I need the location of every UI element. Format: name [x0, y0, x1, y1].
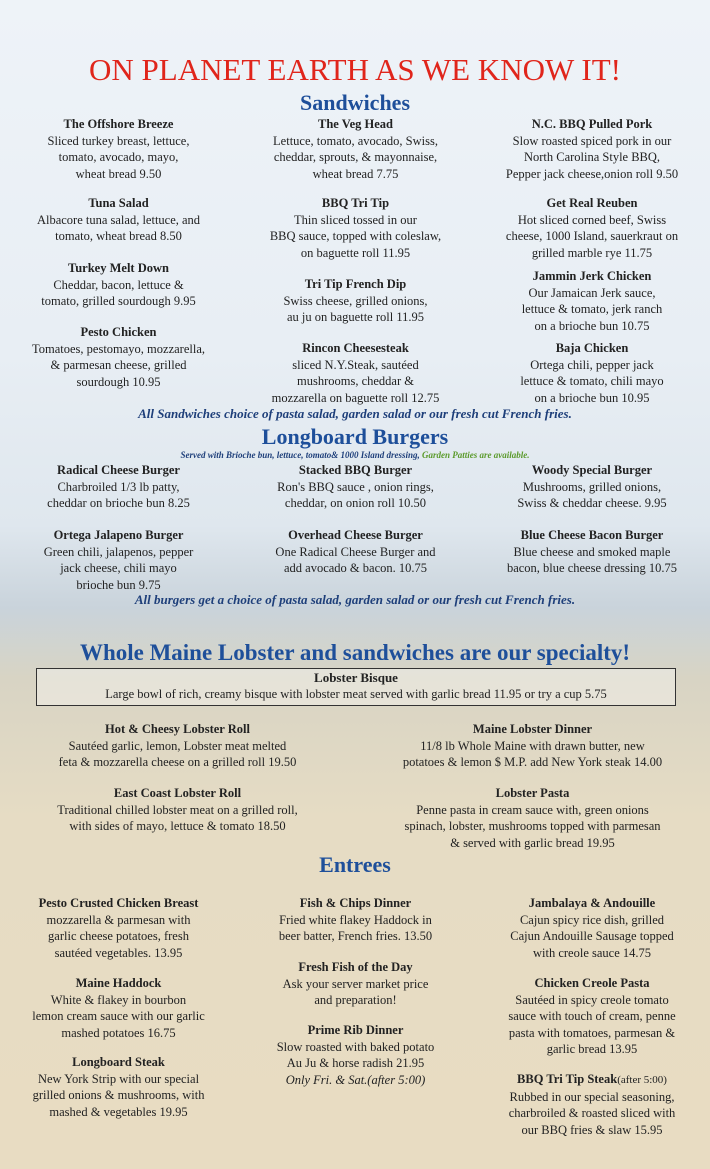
item-name: Turkey Melt Down [68, 261, 169, 275]
item-desc: Charbroiled 1/3 lb patty, [57, 479, 180, 494]
item-desc: mashed potatoes 16.75 [61, 1025, 176, 1040]
item-desc: mozzarella & parmesan with [46, 912, 191, 927]
item-desc: au ju on baguette roll 11.95 [286, 310, 424, 324]
item-desc: 11/8 lb Whole Maine with drawn butter, new [420, 738, 645, 753]
item-name: Ortega Jalapeno Burger [53, 528, 184, 542]
menu-item [0, 324, 237, 390]
menu-item [0, 721, 355, 771]
item-desc: with creole sauce 14.75 [532, 945, 651, 960]
item-desc: on a brioche bun 10.95 [534, 390, 650, 405]
item-desc: Albacore tuna salad, lettuce, and [36, 212, 201, 227]
item-desc: wheat bread 7.75 [312, 166, 399, 181]
menu-item [474, 195, 710, 261]
item-desc: Slow roasted spiced pork in our [512, 133, 672, 148]
item-desc: wheat bread 9.50 [75, 166, 162, 181]
item-name: Overhead Cheese Burger [288, 528, 423, 542]
item-desc: Ortega chili, pepper jack [530, 357, 654, 372]
menu-item [474, 462, 710, 512]
menu-item [0, 116, 237, 182]
item-desc: bacon, blue cheese dressing 10.75 [506, 561, 678, 575]
item-desc: Sautéed garlic, lemon, Lobster meat melted [68, 738, 287, 753]
item-desc: cheddar, sprouts, & mayonnaise, [273, 150, 438, 164]
item-desc: lettuce & tomato, chili mayo [520, 374, 664, 388]
item-desc: Hot sliced corned beef, Swiss [517, 212, 667, 227]
item-desc: Traditional chilled lobster meat on a grilled roll, [57, 802, 298, 817]
item-name: East Coast Lobster Roll [113, 786, 242, 800]
item-desc: Sliced turkey breast, lettuce, [47, 133, 190, 148]
menu-item [237, 462, 474, 512]
item-desc: Pepper jack cheese,onion roll 9.50 [505, 166, 679, 181]
item-desc: garlic bread 13.95 [546, 1042, 638, 1056]
item-desc: Blue cheese and smoked maple [513, 544, 671, 559]
item-name: Longboard Steak [72, 1055, 165, 1069]
item-desc: Thin sliced tossed in our [294, 212, 417, 227]
entrees-title: Entrees [319, 852, 391, 877]
item-name: Chicken Creole Pasta [534, 976, 650, 990]
item-desc: garlic cheese potatoes, fresh [48, 929, 189, 943]
item-name: Hot & Cheesy Lobster Roll [105, 722, 250, 736]
item-desc: Ron's BBQ sauce , onion rings, [277, 479, 434, 494]
menu-item [237, 895, 474, 945]
item-desc: and preparation! [314, 993, 397, 1007]
menu-item [0, 462, 237, 512]
item-name: The Offshore Breeze [63, 117, 174, 131]
menu-item [0, 195, 237, 245]
item-desc: & parmesan cheese, grilled [50, 358, 187, 372]
menu-item [474, 340, 710, 406]
item-desc: spinach, lobster, mushrooms topped with parmesan [404, 819, 661, 833]
sandwiches-note: All Sandwiches choice of pasta salad, garden salad or our fresh cut French fries. [138, 406, 572, 421]
item-desc: beer batter, French fries. 13.50 [278, 929, 433, 943]
menu-item [474, 975, 710, 1058]
item-name: Blue Cheese Bacon Burger [520, 528, 664, 542]
item-desc: sourdough 10.95 [76, 374, 161, 389]
lobster-title: Whole Maine Lobster and sandwiches are our specialty! [79, 640, 631, 665]
item-desc: on baguette roll 11.95 [300, 245, 411, 260]
menu-item [237, 195, 474, 261]
burgers-note: All burgers get a choice of pasta salad, garden salad or our fresh cut French fries. [134, 592, 576, 607]
item-name: Fish & Chips Dinner [299, 896, 412, 910]
menu-item [237, 276, 474, 326]
item-desc: tomato, avocado, mayo, [58, 150, 179, 164]
item-name: Maine Lobster Dinner [472, 722, 593, 736]
item-desc: cheese, 1000 Island, sauerkraut on [505, 229, 679, 243]
menu-item [0, 527, 237, 593]
item-desc: Rubbed in our special seasoning, [509, 1089, 675, 1104]
item-desc: Lettuce, tomato, avocado, Swiss, [273, 133, 438, 148]
menu-item [0, 1054, 237, 1120]
item-desc: cheddar on brioche bun 8.25 [47, 496, 190, 510]
menu-item [355, 721, 710, 771]
item-desc: tomato, wheat bread 8.50 [55, 229, 182, 243]
item-desc: & served with garlic bread 19.95 [450, 835, 615, 850]
item-name: Jambalaya & Andouille [528, 896, 656, 910]
item-name: Rincon Cheesesteak [302, 341, 409, 355]
item-desc: jack cheese, chili mayo [60, 561, 177, 575]
item-desc: pasta with tomatoes, parmesan & [508, 1025, 676, 1040]
item-name: Lobster Pasta [495, 786, 570, 800]
item-name: Radical Cheese Burger [57, 463, 180, 477]
menu-item [237, 959, 474, 1009]
menu-item [474, 527, 710, 577]
item-desc: Mushrooms, grilled onions, [522, 479, 662, 494]
item-name: Maine Haddock [75, 976, 162, 990]
item-name-suffix: (after 5:00) [617, 1074, 667, 1086]
item-desc: Our Jamaican Jerk sauce, [528, 285, 656, 300]
menu-item [237, 1022, 474, 1088]
menu-item [0, 785, 355, 835]
menu-item [0, 975, 237, 1041]
menu-item [474, 116, 710, 182]
item-desc: grilled marble rye 11.75 [531, 245, 653, 260]
item-desc: sautéed vegetables. 13.95 [54, 945, 183, 960]
item-desc: sliced N.Y.Steak, sautéed [292, 357, 419, 372]
item-desc: mushrooms, cheddar & [297, 374, 414, 388]
menu-item [237, 527, 474, 577]
menu-item [0, 260, 237, 310]
item-desc: charbroiled & roasted sliced with [508, 1106, 676, 1120]
menu-item [237, 116, 474, 182]
item-desc: Green chili, jalapenos, pepper [43, 544, 194, 559]
item-name: Tri Tip French Dip [304, 277, 407, 291]
subnote-green: Garden Patties are available. [422, 450, 530, 460]
item-desc: Fried white flakey Haddock in [279, 912, 432, 927]
item-desc: BBQ sauce, topped with coleslaw, [269, 229, 442, 243]
item-desc: North Carolina Style BBQ, [523, 150, 661, 164]
item-name: Fresh Fish of the Day [298, 960, 413, 974]
burgers-subnote [0, 450, 710, 460]
item-name: Jammin Jerk Chicken [532, 269, 652, 283]
menu-item [474, 895, 710, 961]
item-name-row [474, 1071, 710, 1089]
item-name: BBQ Tri Tip [321, 196, 390, 210]
item-name: Baja Chicken [555, 341, 629, 355]
subnote-text: Served with Brioche bun, lettuce, tomato& 1000 Island dressing, [180, 450, 420, 460]
item-desc: our BBQ fries & slaw 15.95 [521, 1122, 663, 1137]
item-desc: Swiss cheese, grilled onions, [283, 293, 428, 308]
menu-item [474, 1071, 710, 1138]
item-desc: mozzarella on baguette roll 12.75 [271, 390, 440, 405]
item-desc: Tomatoes, pestomayo, mozzarella, [31, 341, 206, 356]
item-desc: Swiss & cheddar cheese. 9.95 [517, 496, 667, 510]
item-desc: Ask your server market price [282, 976, 429, 991]
menu-item [0, 895, 237, 961]
item-name: The Veg Head [317, 117, 393, 131]
item-desc: mashed & vegetables 19.95 [49, 1104, 188, 1119]
item-desc: Sautéed in spicy creole tomato [515, 992, 669, 1007]
page-banner: ON PLANET EARTH AS WE KNOW IT! [89, 52, 621, 87]
item-name: Get Real Reuben [546, 196, 638, 210]
menu-item [237, 340, 474, 406]
item-desc: One Radical Cheese Burger and [275, 544, 436, 559]
item-desc: Cheddar, bacon, lettuce & [53, 277, 184, 292]
item-desc: Cajun spicy rice dish, grilled [519, 912, 665, 927]
item-desc: cheddar, on onion roll 10.50 [284, 496, 427, 510]
item-desc: Cajun Andouille Sausage topped [510, 929, 674, 943]
item-desc: feta & mozzarella cheese on a grilled roll 19.50 [58, 755, 297, 769]
item-desc: on a brioche bun 10.75 [534, 318, 650, 333]
item-availability: Only Fri. & Sat.(after 5:00) [285, 1072, 426, 1087]
item-desc: Slow roasted with baked potato [276, 1039, 435, 1054]
item-name: Prime Rib Dinner [307, 1023, 404, 1037]
item-desc: White & flakey in bourbon [50, 992, 187, 1007]
menu-item [355, 785, 710, 851]
item-name: Tuna Salad [88, 196, 149, 210]
item-desc: add avocado & bacon. 10.75 [283, 561, 427, 575]
item-name: BBQ Tri Tip Steak [517, 1072, 618, 1086]
burgers-title: Longboard Burgers [261, 424, 449, 449]
item-name: Pesto Crusted Chicken Breast [38, 896, 199, 910]
item-name: Lobster Bisque [314, 670, 398, 685]
item-desc: potatoes & lemon $ M.P. add New York steak 14.00 [402, 755, 663, 769]
item-desc: lemon cream sauce with our garlic [32, 1009, 205, 1023]
item-desc: Penne pasta in cream sauce with, green onions [416, 802, 649, 817]
menu-item [474, 268, 710, 334]
item-desc: with sides of mayo, lettuce & tomato 18.50 [69, 819, 286, 833]
item-desc: brioche bun 9.75 [76, 577, 161, 592]
item-name: Pesto Chicken [80, 325, 157, 339]
item-name: Stacked BBQ Burger [298, 463, 413, 477]
sandwiches-title: Sandwiches [299, 90, 411, 115]
item-desc: sauce with touch of cream, penne [508, 1009, 676, 1023]
item-desc: Large bowl of rich, creamy bisque with lobster meat served with garlic bread 11.95 or try a cup 5.75 [105, 687, 607, 701]
item-desc: Au Ju & horse radish 21.95 [286, 1056, 425, 1070]
item-desc: tomato, grilled sourdough 9.95 [41, 294, 196, 308]
lobster-bisque-box [36, 668, 676, 706]
item-name: N.C. BBQ Pulled Pork [531, 117, 653, 131]
item-name: Woody Special Burger [531, 463, 653, 477]
item-desc: lettuce & tomato, jerk ranch [521, 302, 663, 316]
item-desc: New York Strip with our special [37, 1071, 200, 1086]
item-desc: grilled onions & mushrooms, with [32, 1088, 205, 1102]
